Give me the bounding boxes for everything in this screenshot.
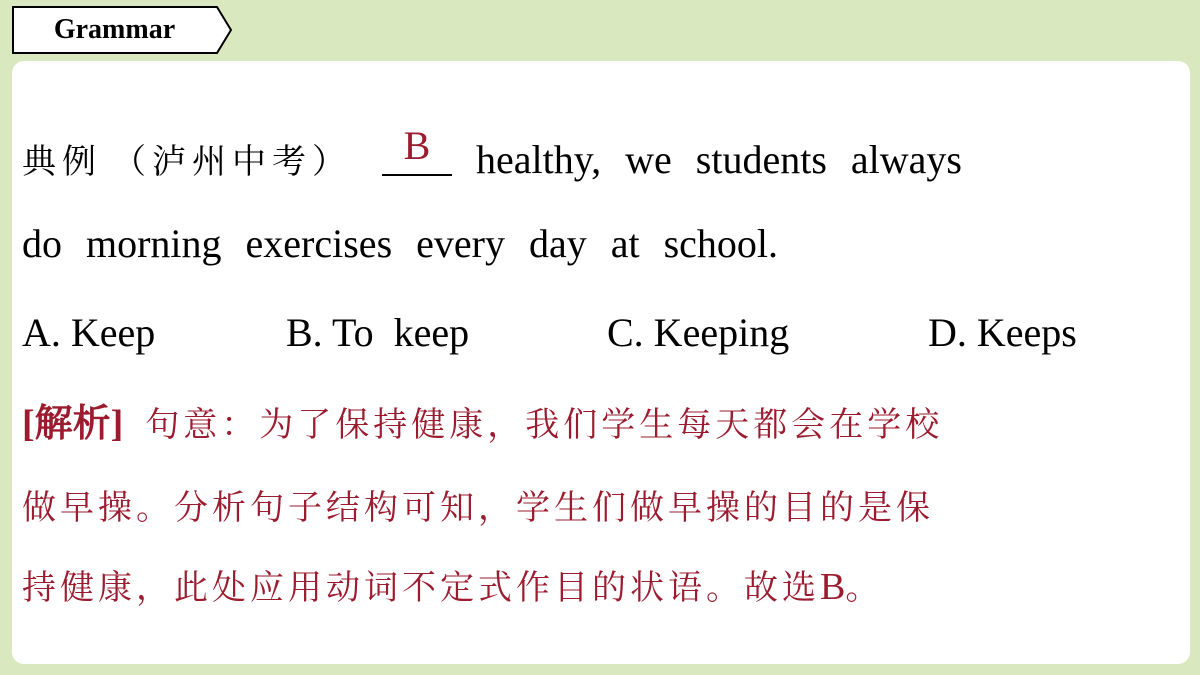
grammar-tab[interactable] (12, 6, 232, 54)
explanation-tag: [解析] (22, 403, 124, 445)
explanation-text-2: 做早操。分析句子结构可知，学生们做早操的目的是保 (22, 488, 934, 528)
question-line-1 (22, 123, 962, 183)
question-label: 典例 (22, 142, 102, 182)
explanation-line-3 (22, 560, 883, 609)
answer-blank (382, 123, 452, 176)
option-d: D. Keeps (928, 310, 1077, 355)
tab-label: Grammar (53, 14, 176, 45)
explanation-text-3: 持健康，此处应用动词不定式作目的状语。故选 (22, 568, 820, 608)
option-b: B. To keep (286, 310, 470, 355)
explanation-line-2 (22, 480, 934, 529)
explanation-text-1: 句意：为了保持健康，我们学生每天都会在学校 (145, 405, 944, 445)
question-line-2 (22, 220, 778, 267)
question-text-1: healthy, we students always (476, 137, 962, 182)
question-source: （泸州中考） (112, 142, 352, 182)
explanation-line-1 (22, 392, 943, 447)
question-text-2: do morning exercises every day at school. (22, 221, 779, 266)
explanation-end: 。 (845, 568, 884, 608)
explanation-answer: B (820, 566, 846, 608)
option-a: A. Keep (22, 310, 156, 355)
answer-text: B (403, 123, 431, 168)
option-c: C. Keeping (607, 310, 790, 355)
